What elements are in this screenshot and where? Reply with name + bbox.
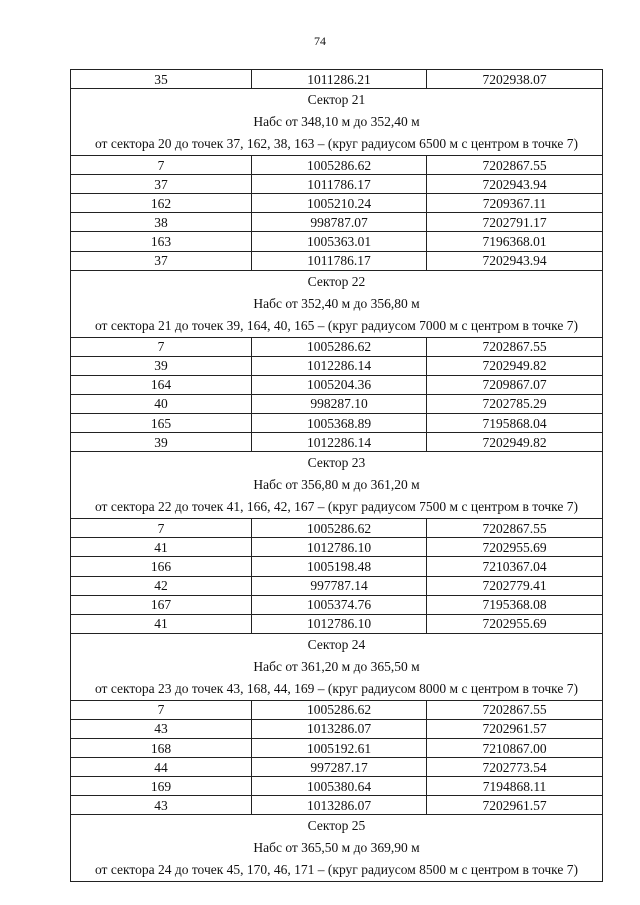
sector-height-range: Набс от 352,40 м до 356,80 м: [253, 295, 420, 311]
y-coordinate-cell: 7202791.17: [427, 213, 603, 232]
x-coordinate-cell: 1005286.62: [252, 337, 427, 356]
point-number-cell: 7: [71, 156, 252, 175]
x-coordinate-cell: 997787.14: [252, 576, 427, 595]
table-row: [71, 576, 603, 595]
y-coordinate-cell: 7209367.11: [427, 194, 603, 213]
x-coordinate-cell: 1005380.64: [252, 777, 427, 796]
sector-header: [71, 89, 603, 156]
point-number-cell: 44: [71, 758, 252, 777]
coordinates-table-body: [71, 70, 603, 882]
table-row: [71, 232, 603, 251]
y-coordinate-cell: 7202867.55: [427, 519, 603, 538]
table-row: [71, 614, 603, 633]
x-coordinate-cell: 1005363.01: [252, 232, 427, 251]
sector-height-range: Набс от 361,20 м до 365,50 м: [253, 658, 420, 674]
table-row: [71, 337, 603, 356]
table-row: [71, 213, 603, 232]
sector-header-row: [71, 89, 603, 156]
table-row: [71, 414, 603, 433]
point-number-cell: 7: [71, 519, 252, 538]
x-coordinate-cell: 1013286.07: [252, 796, 427, 815]
point-number-cell: 7: [71, 337, 252, 356]
table-row: [71, 194, 603, 213]
table-row: [71, 538, 603, 557]
table-row: [71, 700, 603, 719]
x-coordinate-cell: 1005286.62: [252, 519, 427, 538]
y-coordinate-cell: 7202949.82: [427, 356, 603, 375]
y-coordinate-cell: 7202961.57: [427, 719, 603, 738]
table-row: [71, 175, 603, 194]
table-row: [71, 394, 603, 413]
y-coordinate-cell: 7202955.69: [427, 538, 603, 557]
y-coordinate-cell: 7202867.55: [427, 337, 603, 356]
sector-description: от сектора 24 до точек 45, 170, 46, 171 – (круг радиусом 8500 м с центром в точке 7): [94, 862, 579, 878]
table-row: [71, 70, 603, 89]
point-number-cell: 42: [71, 576, 252, 595]
y-coordinate-cell: 7210867.00: [427, 738, 603, 757]
y-coordinate-cell: 7202785.29: [427, 394, 603, 413]
point-number-cell: 40: [71, 394, 252, 413]
coordinates-table: [70, 69, 603, 882]
y-coordinate-cell: 7202943.94: [427, 175, 603, 194]
point-number-cell: 167: [71, 595, 252, 614]
sector-header: [71, 452, 603, 519]
y-coordinate-cell: 7202943.94: [427, 251, 603, 270]
sector-header-row: [71, 452, 603, 519]
point-number-cell: 162: [71, 194, 252, 213]
sector-description: от сектора 21 до точек 39, 164, 40, 165 – (круг радиусом 7000 м с центром в точке 7): [94, 317, 579, 333]
x-coordinate-cell: 1011786.17: [252, 175, 427, 194]
table-row: [71, 519, 603, 538]
x-coordinate-cell: 997287.17: [252, 758, 427, 777]
table-row: [71, 758, 603, 777]
point-number-cell: 168: [71, 738, 252, 757]
x-coordinate-cell: 1005198.48: [252, 557, 427, 576]
x-coordinate-cell: 998287.10: [252, 394, 427, 413]
y-coordinate-cell: 7202949.82: [427, 433, 603, 452]
sector-title: Сектор 25: [307, 818, 366, 834]
point-number-cell: 38: [71, 213, 252, 232]
sector-description: от сектора 23 до точек 43, 168, 44, 169 – (круг радиусом 8000 м с центром в точке 7): [94, 680, 579, 696]
y-coordinate-cell: 7202938.07: [427, 70, 603, 89]
sector-height-range: Набс от 348,10 м до 352,40 м: [253, 114, 420, 130]
x-coordinate-cell: 998787.07: [252, 213, 427, 232]
sector-header: [71, 633, 603, 700]
y-coordinate-cell: 7202867.55: [427, 156, 603, 175]
table-row: [71, 738, 603, 757]
x-coordinate-cell: 1013286.07: [252, 719, 427, 738]
y-coordinate-cell: 7202955.69: [427, 614, 603, 633]
sector-description: от сектора 20 до точек 37, 162, 38, 163 – (круг радиусом 6500 м с центром в точке 7): [94, 136, 579, 152]
x-coordinate-cell: 1005192.61: [252, 738, 427, 757]
table-row: [71, 777, 603, 796]
point-number-cell: 39: [71, 433, 252, 452]
table-row: [71, 595, 603, 614]
point-number-cell: 35: [71, 70, 252, 89]
y-coordinate-cell: 7196368.01: [427, 232, 603, 251]
sector-title: Сектор 21: [307, 92, 366, 108]
y-coordinate-cell: 7209867.07: [427, 375, 603, 394]
table-row: [71, 251, 603, 270]
sector-header-row: [71, 633, 603, 700]
y-coordinate-cell: 7194868.11: [427, 777, 603, 796]
sector-header: [71, 815, 603, 882]
table-row: [71, 557, 603, 576]
point-number-cell: 37: [71, 251, 252, 270]
x-coordinate-cell: 1005368.89: [252, 414, 427, 433]
y-coordinate-cell: 7202773.54: [427, 758, 603, 777]
x-coordinate-cell: 1005204.36: [252, 375, 427, 394]
point-number-cell: 37: [71, 175, 252, 194]
x-coordinate-cell: 1011786.17: [252, 251, 427, 270]
y-coordinate-cell: 7195368.08: [427, 595, 603, 614]
point-number-cell: 169: [71, 777, 252, 796]
point-number-cell: 43: [71, 719, 252, 738]
y-coordinate-cell: 7195868.04: [427, 414, 603, 433]
table-row: [71, 375, 603, 394]
table-row: [71, 156, 603, 175]
point-number-cell: 166: [71, 557, 252, 576]
table-row: [71, 356, 603, 375]
sector-title: Сектор 22: [307, 273, 366, 289]
table-row: [71, 719, 603, 738]
point-number-cell: 43: [71, 796, 252, 815]
point-number-cell: 39: [71, 356, 252, 375]
x-coordinate-cell: 1005286.62: [252, 700, 427, 719]
x-coordinate-cell: 1005374.76: [252, 595, 427, 614]
sector-header-row: [71, 815, 603, 882]
x-coordinate-cell: 1011286.21: [252, 70, 427, 89]
sector-header-row: [71, 270, 603, 337]
sector-title: Сектор 23: [307, 455, 366, 471]
point-number-cell: 164: [71, 375, 252, 394]
y-coordinate-cell: 7202779.41: [427, 576, 603, 595]
point-number-cell: 165: [71, 414, 252, 433]
sector-header: [71, 270, 603, 337]
sector-description: от сектора 22 до точек 41, 166, 42, 167 – (круг радиусом 7500 м с центром в точке 7): [94, 499, 579, 515]
x-coordinate-cell: 1012286.14: [252, 356, 427, 375]
x-coordinate-cell: 1005210.24: [252, 194, 427, 213]
y-coordinate-cell: 7210367.04: [427, 557, 603, 576]
point-number-cell: 41: [71, 538, 252, 557]
y-coordinate-cell: 7202867.55: [427, 700, 603, 719]
point-number-cell: 41: [71, 614, 252, 633]
sector-height-range: Набс от 356,80 м до 361,20 м: [253, 477, 420, 493]
y-coordinate-cell: 7202961.57: [427, 796, 603, 815]
table-row: [71, 796, 603, 815]
sector-title: Сектор 24: [307, 636, 366, 652]
table-row: [71, 433, 603, 452]
x-coordinate-cell: 1012286.14: [252, 433, 427, 452]
point-number-cell: 7: [71, 700, 252, 719]
sector-height-range: Набс от 365,50 м до 369,90 м: [253, 840, 420, 856]
x-coordinate-cell: 1012786.10: [252, 538, 427, 557]
page-number: 74: [314, 34, 326, 48]
x-coordinate-cell: 1012786.10: [252, 614, 427, 633]
x-coordinate-cell: 1005286.62: [252, 156, 427, 175]
point-number-cell: 163: [71, 232, 252, 251]
